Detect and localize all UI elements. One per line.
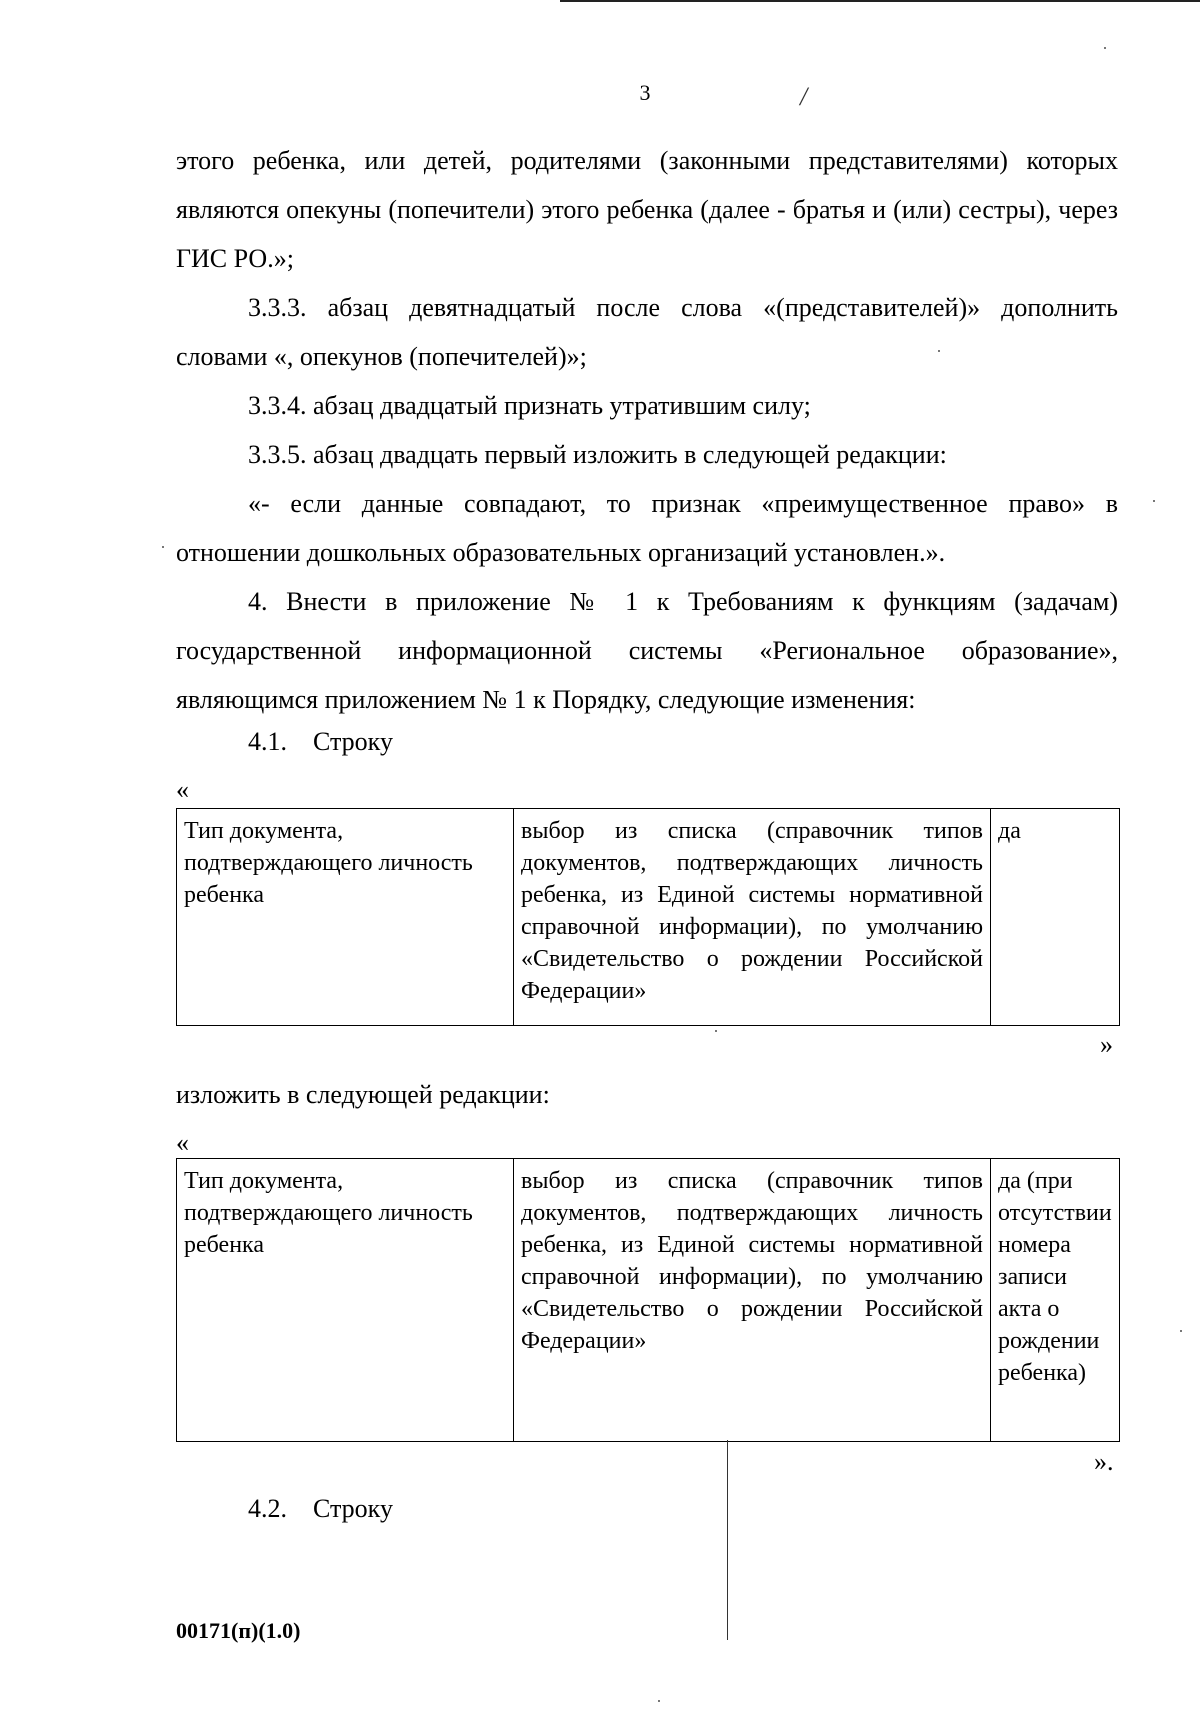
document-code: 00171(п)(1.0) (176, 1618, 301, 1643)
quote-close-mark-2: ». (1094, 1447, 1114, 1476)
item-text: Строку (313, 1494, 393, 1523)
quote-open-mark-2: « (176, 1128, 189, 1157)
paragraph-4: 4. Внести в приложение № 1 к Требованиям к функциям (задачам) государственной информационной системы «Региональное образование», являющимся приложением № 1 к Порядку, следующие изменения: (176, 587, 1118, 714)
quote-close-mark: » (1100, 1030, 1113, 1059)
item-text: Строку (313, 727, 393, 756)
paragraph-3-3-5: 3.3.5. абзац двадцать первый изложить в следующей редакции: (248, 440, 947, 469)
scan-speck (1153, 500, 1155, 502)
table-cell-name: Тип документа, подтверждающего личность ребенка (177, 809, 514, 1026)
scan-speck (938, 350, 940, 352)
scan-speck (1180, 1330, 1182, 1332)
table-cell-name: Тип документа, подтверждающего личность ребенка (177, 1159, 514, 1442)
table-old-row (176, 808, 1120, 1026)
paragraph-4-1 (248, 727, 1190, 757)
scan-artifact-line (727, 1440, 728, 1640)
table-new-row (176, 1158, 1120, 1442)
table-cell-description: выбор из списка (справочник типов документов, подтверждающих личность ребенка, из Единой системы нормативной справочной информации), по умолчанию «Свидетельство о рождении Российской Федерации» (514, 809, 991, 1026)
scan-edge-line (560, 0, 1200, 2)
paragraph-replace-with: изложить в следующей редакции: (176, 1080, 550, 1109)
scan-speck (1104, 47, 1106, 49)
scan-speck (715, 1030, 717, 1032)
paragraph-3-3-4: 3.3.4. абзац двадцатый признать утратившим силу; (248, 391, 811, 420)
quote-open-mark: « (176, 775, 189, 804)
paragraph-quote-text: «- если данные совпадают, то признак «преимущественное право» в отношении дошкольных образовательных организаций установлен.». (176, 489, 1118, 567)
table-row (177, 809, 1120, 1026)
item-number: 4.1. (248, 727, 287, 756)
table-cell-required: да (991, 809, 1120, 1026)
table-row (177, 1159, 1120, 1442)
item-number: 4.2. (248, 1494, 287, 1523)
paragraph-4-2 (248, 1494, 1190, 1524)
table-cell-required: да (при отсутствии номера записи акта о рождении ребенка) (991, 1159, 1120, 1442)
paragraph-3-3-3: 3.3.3. абзац девятнадцатый после слова «(представителей)» дополнить словами «, опекунов (попечителей)»; (176, 293, 1118, 371)
handwritten-mark: / (800, 82, 808, 111)
scan-speck (162, 546, 164, 548)
table-cell-description: выбор из списка (справочник типов документов, подтверждающих личность ребенка, из Единой системы нормативной справочной информации), по умолчанию «Свидетельство о рождении Российской Федерации» (514, 1159, 991, 1442)
paragraph-continuation: этого ребенка, или детей, родителями (законными представителями) которых являются опекуны (попечители) этого ребенка (далее - братья и (или) сестры), через ГИС РО.»; (176, 146, 1118, 273)
scan-speck (658, 1700, 660, 1702)
page-number: 3 (639, 80, 651, 105)
